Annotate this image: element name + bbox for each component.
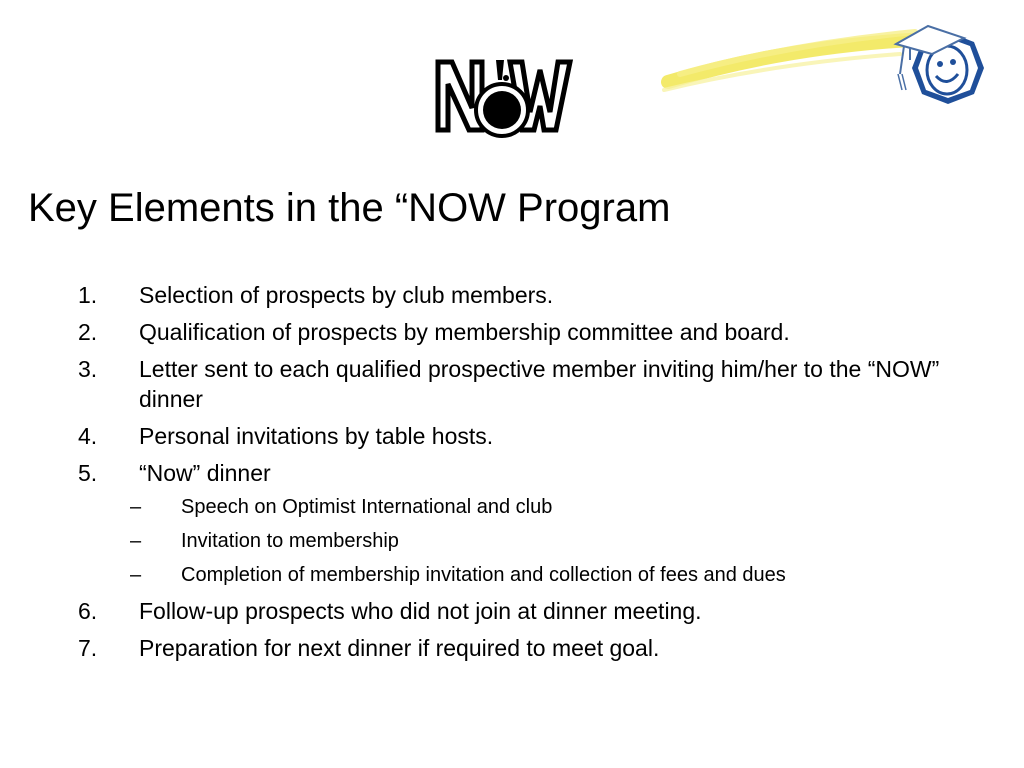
list-number: 1.: [78, 282, 98, 308]
dash-bullet: –: [130, 564, 142, 586]
list-item-4: [0, 421, 1024, 451]
sub-item-invitation: [0, 528, 1024, 554]
list-item-text: Follow-up prospects who did not join at dinner meeting.: [139, 598, 702, 624]
list-item-5: [0, 458, 1024, 488]
list-item-text: Personal invitations by table hosts.: [139, 423, 494, 449]
now-logo-icon: [432, 50, 582, 148]
slide-title: Key Elements in the “NOW Program: [28, 186, 671, 230]
list-item-text: Selection of prospects by club members.: [139, 282, 554, 308]
list-item-text: Qualification of prospects by membership committee and board.: [139, 319, 790, 345]
sub-item-text: Invitation to membership: [181, 530, 399, 552]
sub-item-speech: [0, 494, 1024, 520]
list-item-text: Preparation for next dinner if required to meet goal.: [139, 635, 660, 661]
list-item-1: [0, 280, 1024, 310]
list-number: 7.: [78, 635, 98, 661]
list-item-2: [0, 317, 1024, 347]
smiley-graduate-icon: [660, 20, 1000, 112]
dinner-sublist: [0, 494, 1024, 588]
list-number: 2.: [78, 319, 98, 345]
list-item-text: Letter sent to each qualified prospective member inviting him/her to the “NOW” dinner: [139, 356, 940, 412]
sub-item-text: Completion of membership invitation and collection of fees and dues: [181, 564, 786, 586]
list-number: 5.: [78, 460, 98, 486]
list-number: 6.: [78, 598, 98, 624]
sub-item-text: Speech on Optimist International and club: [181, 496, 553, 518]
list-number: 4.: [78, 423, 98, 449]
sub-item-completion: [0, 562, 1024, 588]
list-item-text: “Now” dinner: [139, 460, 271, 486]
list-number: 3.: [78, 356, 98, 382]
list-item-7: [0, 633, 1024, 663]
dash-bullet: –: [130, 530, 142, 552]
dash-bullet: –: [130, 496, 142, 518]
list-item-3: [0, 354, 1024, 414]
list-item-6: [0, 596, 1024, 626]
key-elements-list: [0, 280, 1024, 670]
